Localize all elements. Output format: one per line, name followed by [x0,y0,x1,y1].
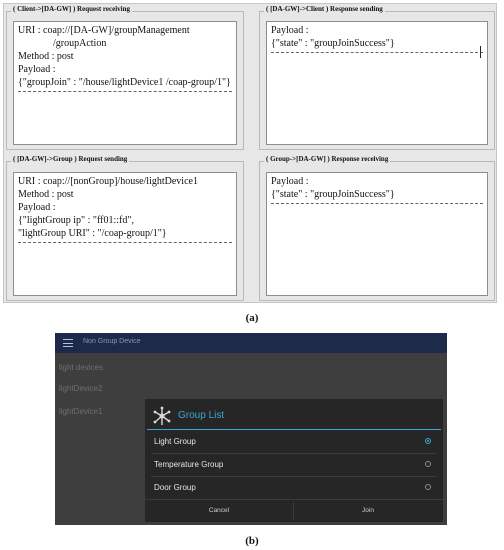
dialog-title-divider [147,429,441,430]
text-line: Method : post [18,51,74,62]
separator-line [271,52,483,53]
radio-selected-icon[interactable] [425,438,431,444]
group-list-dialog [145,399,443,522]
group-title: ( [DA-GW]->Client ) Response sending [266,5,383,13]
app-bar-title: Non Group Device [83,338,141,345]
device-list-item[interactable]: light devices [59,363,104,372]
client-response-textbox[interactable] [266,21,488,145]
group-response-textbox[interactable] [266,172,488,296]
text-cursor [480,46,481,58]
text-line: /groupAction [18,38,107,49]
text-line: Payload : [271,25,309,36]
separator-line [271,203,483,204]
group-title: ( [DA-GW]->Group ) Request sending [13,155,128,163]
dialog-button-row [145,499,443,523]
option-label: Temperature Group [154,460,224,469]
group-request-sending-group [6,155,244,301]
group-option-temperature[interactable] [145,454,443,476]
client-response-sending-group [259,5,495,150]
text-line: Payload : [18,202,56,213]
option-label: Door Group [154,483,196,492]
figure-caption-b: (b) [245,535,259,547]
client-request-receiving-group [6,5,244,150]
client-request-textbox[interactable] [13,21,237,145]
option-label: Light Group [154,437,196,446]
group-title: ( Client->[DA-GW] ) Request receiving [13,5,131,13]
separator-line [18,242,232,243]
group-option-door[interactable] [145,477,443,499]
dialog-title: Group List [178,410,225,421]
join-button[interactable]: Join [362,507,374,514]
text-line: URI : coap://[nonGroup]/house/lightDevice1 [18,176,198,187]
text-line: {"state" : "groupJoinSuccess"} [271,38,395,49]
text-line: Method : post [18,189,74,200]
network-hub-icon [151,405,173,427]
android-screen [55,333,447,525]
coap-message-log-panel [3,3,497,303]
group-title: ( Group->[DA-GW] ) Response receiving [266,155,389,163]
text-line: Payload : [18,64,56,75]
hamburger-menu-icon[interactable] [63,339,73,347]
device-list-item[interactable]: lightDevice2 [59,384,103,393]
text-line: Payload : [271,176,309,187]
text-line: {"state" : "groupJoinSuccess"} [271,189,395,200]
app-bar [55,333,447,353]
text-line: {"lightGroup ip" : "ff01::fd", [18,215,134,226]
text-line: "lightGroup URI" : "/coap-group/1"} [18,228,167,239]
separator-line [18,91,232,92]
radio-unselected-icon[interactable] [425,461,431,467]
group-request-textbox[interactable] [13,172,237,296]
radio-unselected-icon[interactable] [425,484,431,490]
group-response-receiving-group [259,155,495,301]
device-list-item[interactable]: lightDevice1 [59,407,103,416]
text-line: {"groupJoin" : "/house/lightDevice1 /coap-group/1"} [18,77,231,88]
cancel-button[interactable]: Cancel [208,507,230,514]
group-option-light[interactable] [145,431,443,453]
figure-caption-a: (a) [245,312,259,324]
text-line: URI : coap://[DA-GW]/groupManagement [18,25,190,36]
